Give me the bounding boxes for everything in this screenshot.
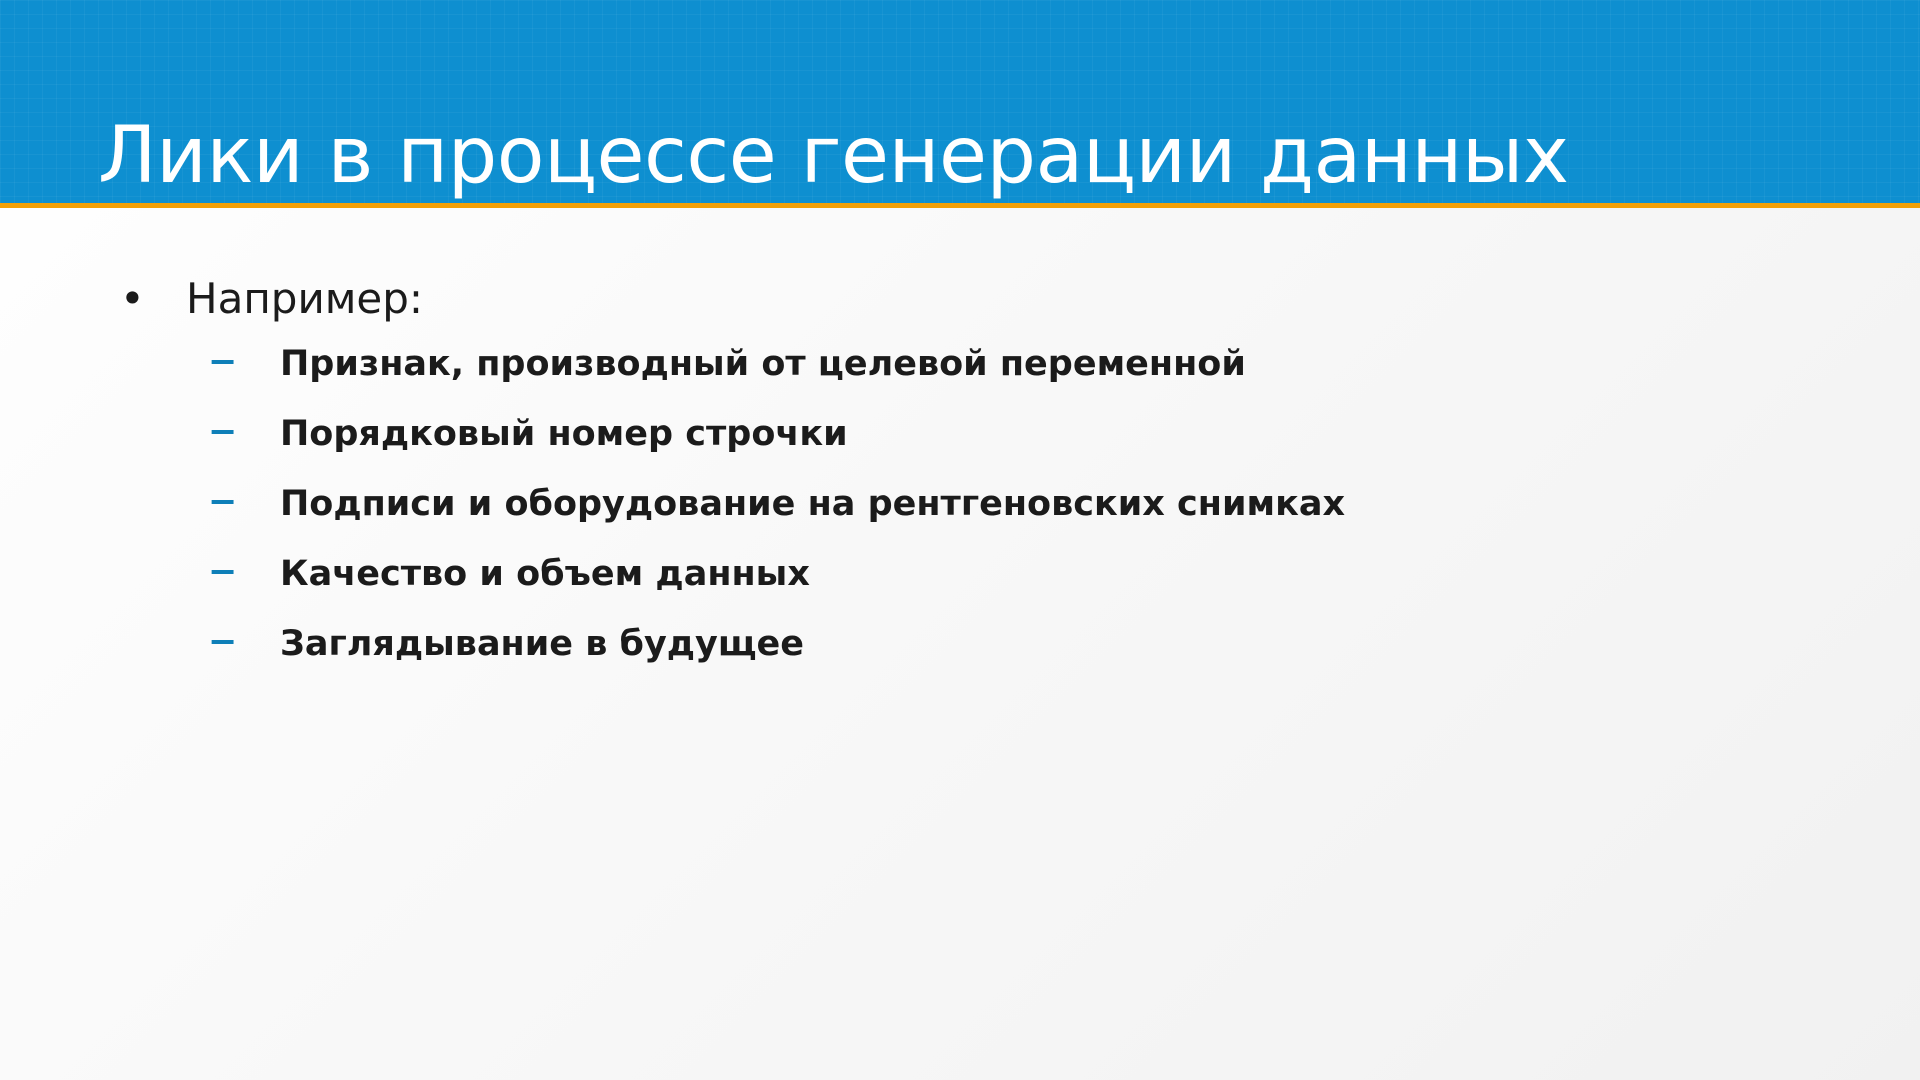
list-item-label: Качество и объем данных: [280, 554, 810, 595]
slide-body: [0, 208, 1920, 1080]
list-item-label: Признак, производный от целевой переменной: [280, 344, 1246, 385]
list-item: [0, 413, 1920, 455]
dash-icon: −: [208, 412, 238, 453]
bullet-level1-label: Например:: [186, 274, 424, 323]
bullet-dot-icon: •: [120, 274, 145, 323]
bullet-level2-list: [0, 343, 1920, 665]
dash-icon: −: [208, 552, 238, 593]
list-item-label: Порядковый номер строчки: [280, 414, 848, 455]
list-item: [0, 553, 1920, 595]
dash-icon: −: [208, 342, 238, 383]
dash-icon: −: [208, 482, 238, 523]
list-item: [0, 623, 1920, 665]
list-item: [0, 483, 1920, 525]
list-item-label: Заглядывание в будущее: [280, 624, 805, 665]
list-item-label: Подписи и оборудование на рентгеновских снимках: [280, 484, 1346, 525]
page-title: Лики в процессе генерации данных: [98, 111, 1569, 202]
list-item: [0, 343, 1920, 385]
bullet-level1: [0, 275, 1920, 323]
dash-icon: −: [208, 622, 238, 663]
